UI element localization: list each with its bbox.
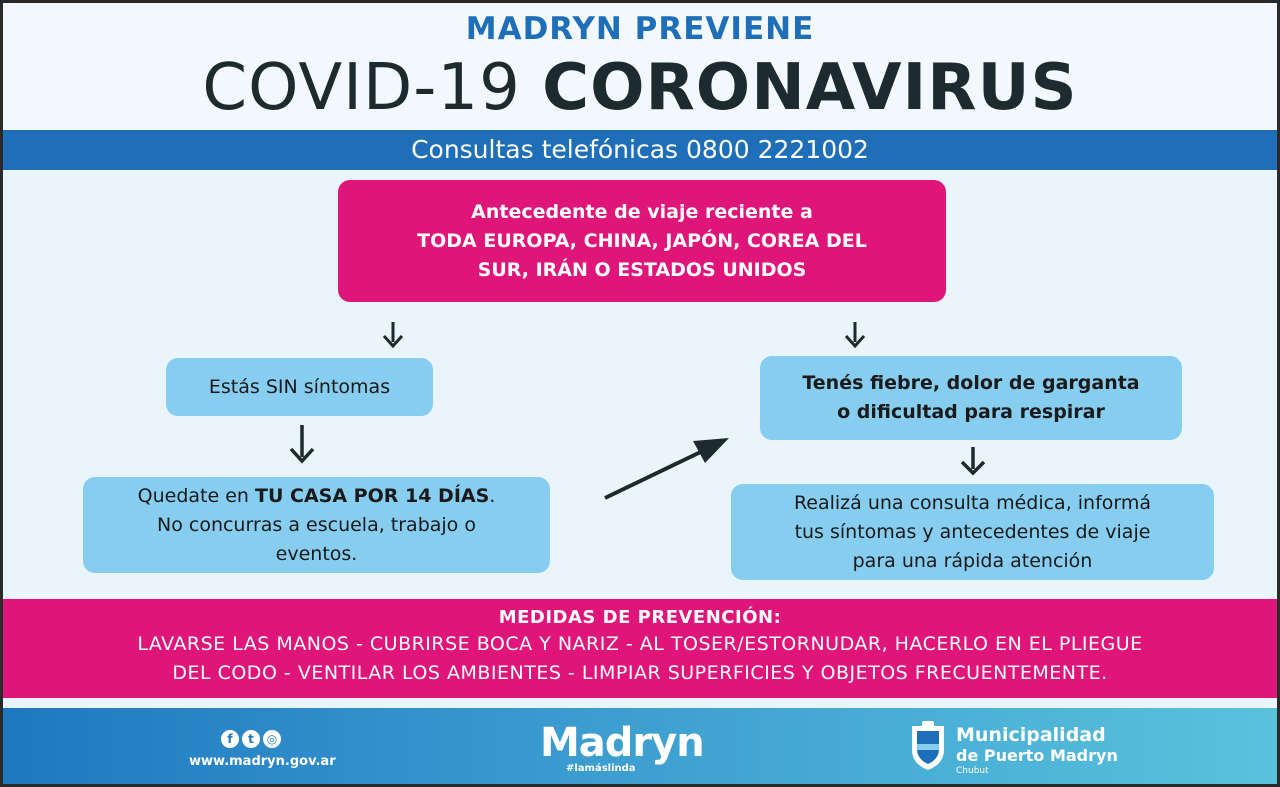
- footer: [3, 708, 1277, 784]
- municipality-city: de Puerto Madryn: [956, 746, 1118, 765]
- header-title: [3, 48, 1277, 128]
- consult-line-1: Realizá una consulta médica, informá: [793, 491, 1152, 514]
- stay-home-suffix: .: [489, 484, 496, 507]
- consult-line-3: para una rápida atención: [852, 549, 1093, 572]
- travel-line-3: SUR, IRÁN O ESTADOS UNIDOS: [477, 258, 807, 281]
- no-symptoms-text: Estás SIN síntomas: [208, 375, 391, 398]
- facebook-icon[interactable]: f: [221, 730, 239, 748]
- arrow-down-right-2-icon: [958, 445, 988, 477]
- phone-bar: Consultas telefónicas 0800 2221002: [3, 130, 1277, 170]
- stay-home-line-1: [138, 482, 496, 511]
- arrow-down-left-1-icon: [380, 320, 406, 350]
- symptoms-line-2: o dificultad para respirar: [837, 401, 1105, 423]
- municipality-shield-icon: [908, 720, 948, 772]
- no-symptoms-box: [166, 358, 433, 416]
- title-bold: CORONAVIRUS: [542, 51, 1078, 125]
- header-kicker: MADRYN PREVIENE: [465, 11, 815, 47]
- madryn-hashtag: #lamáslinda: [566, 763, 636, 774]
- consult-line-2: tus síntomas y antecedentes de viaje: [794, 520, 1151, 543]
- arrow-down-right-1-icon: [842, 320, 868, 350]
- arrow-diagonal-icon: [601, 433, 735, 503]
- symptoms-box: [760, 356, 1182, 440]
- arrow-down-left-2-icon: [287, 423, 317, 465]
- travel-line-1: Antecedente de viaje reciente a: [471, 200, 813, 223]
- prevention-line-2: DEL CODO - VENTILAR LOS AMBIENTES - LIMPIAR SUPERFICIES Y OBJETOS FRECUENTEMENTE.: [172, 662, 1108, 684]
- stay-home-box: [83, 477, 550, 573]
- stay-home-line-3: eventos.: [275, 542, 358, 565]
- twitter-icon[interactable]: t: [242, 730, 260, 748]
- title-light: COVID-19: [202, 51, 543, 125]
- symptoms-line-1: Tenés fiebre, dolor de garganta: [802, 372, 1140, 394]
- stay-home-prefix: Quedate en: [137, 484, 256, 507]
- medical-consult-box: [731, 484, 1214, 580]
- municipality-province: Chubut: [956, 766, 989, 776]
- prevention-title: MEDIDAS DE PREVENCIÓN:: [498, 607, 782, 628]
- stay-home-line-2: No concurras a escuela, trabajo o: [157, 513, 476, 536]
- travel-line-2: TODA EUROPA, CHINA, JAPÓN, COREA DEL: [417, 229, 867, 252]
- stay-home-bold: TU CASA POR 14 DÍAS: [255, 484, 490, 507]
- instagram-icon[interactable]: ◎: [263, 730, 281, 748]
- social-icons: [221, 728, 284, 748]
- prevention-body: [3, 630, 1277, 688]
- travel-history-box: [338, 180, 946, 302]
- municipality-name: Municipalidad: [956, 724, 1106, 746]
- footer-url[interactable]: www.madryn.gov.ar: [189, 754, 336, 769]
- prevention-band: [3, 599, 1277, 698]
- madryn-logo: Madryn: [540, 720, 704, 766]
- prevention-line-1: LAVARSE LAS MANOS - CUBRIRSE BOCA Y NARIZ - AL TOSER/ESTORNUDAR, HACERLO EN EL PLIEGUE: [137, 633, 1143, 655]
